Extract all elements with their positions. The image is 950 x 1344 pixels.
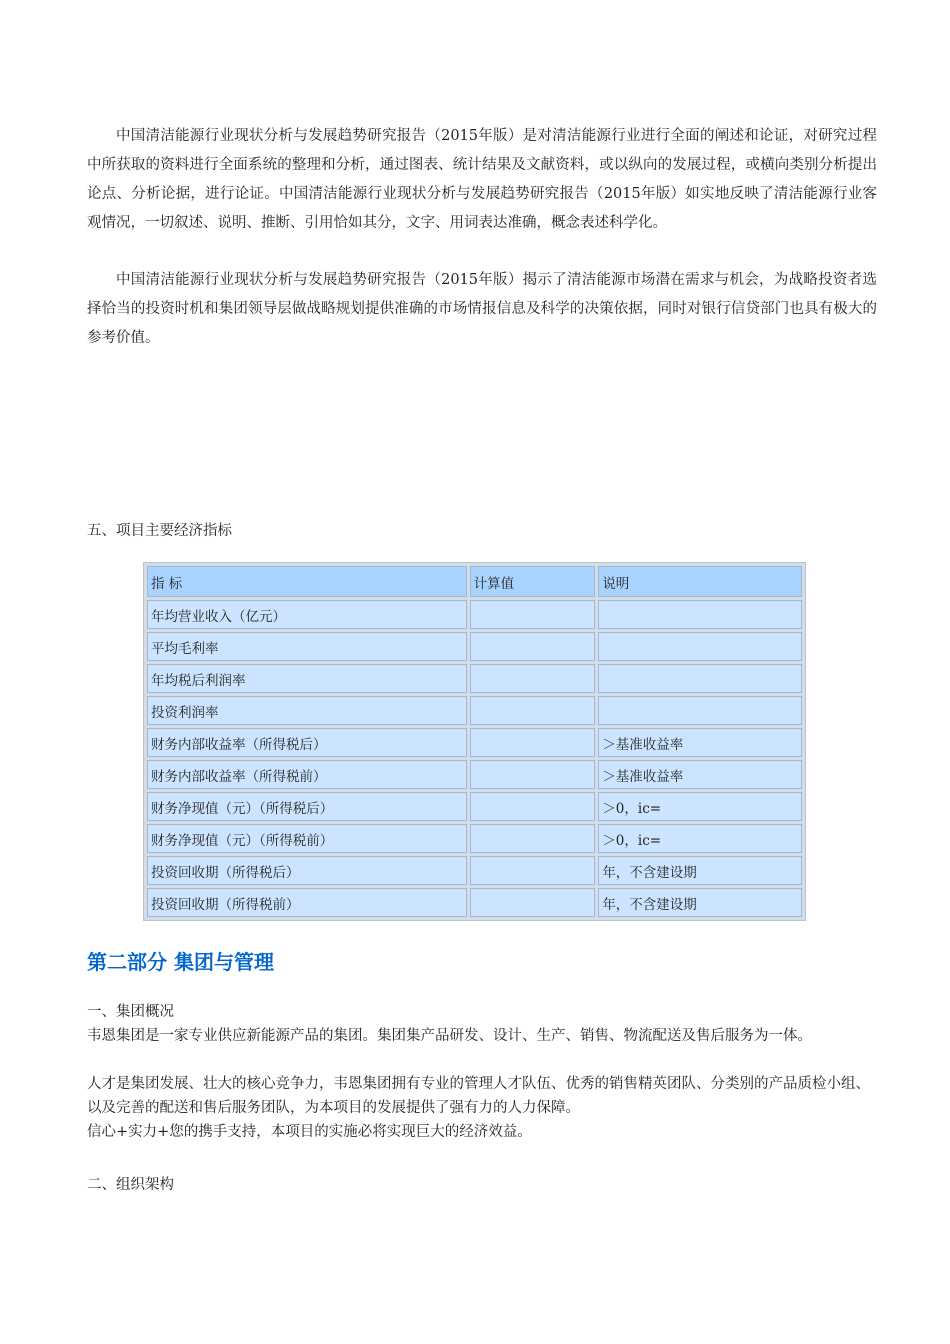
row-value	[470, 696, 596, 725]
table-row	[147, 792, 802, 821]
row-value	[470, 792, 596, 821]
row-indicator: 投资利润率	[147, 696, 467, 725]
group-overview-paragraph-3: 信心+实力+您的携手支持，本项目的实施必将实现巨大的经济效益。	[87, 1124, 532, 1140]
row-indicator: 财务净现值（元）（所得税后）	[147, 792, 467, 821]
economic-indicators-table	[143, 562, 806, 921]
row-value	[470, 728, 596, 757]
row-value	[470, 760, 596, 789]
table-row	[147, 600, 802, 629]
table-row	[147, 824, 802, 853]
table-row	[147, 728, 802, 757]
table-header-row	[147, 566, 802, 597]
row-value	[470, 856, 596, 885]
row-note	[598, 664, 802, 693]
group-overview-paragraph-2: 人才是集团发展、壮大的核心竞争力，韦恩集团拥有专业的管理人才队伍、优秀的销售精英团队、分类别的产品质检小组、以及完善的配送和售后服务团队，为本项目的发展提供了强有力的人力保障。	[87, 1076, 870, 1116]
row-note: 年，不含建设期	[598, 888, 802, 917]
intro-paragraph-2: 中国清洁能源行业现状分析与发展趋势研究报告（2015年版）揭示了清洁能源市场潜在需求与机会，为战略投资者选择恰当的投资时机和集团领导层做战略规划提供准确的市场情报信息及科学的决策依据，同时对银行信贷部门也具有极大的参考价值。	[87, 272, 877, 346]
row-note: ＞0，ic=	[598, 792, 802, 821]
row-indicator: 财务内部收益率（所得税前）	[147, 760, 467, 789]
row-note: ＞0，ic=	[598, 824, 802, 853]
row-value	[470, 824, 596, 853]
header-note: 说明	[598, 566, 802, 597]
group-overview-paragraph-1: 韦恩集团是一家专业供应新能源产品的集团。集团集产品研发、设计、生产、销售、物流配送及售后服务为一体。	[87, 1028, 812, 1044]
row-note	[598, 600, 802, 629]
row-value	[470, 664, 596, 693]
row-note	[598, 696, 802, 725]
economic-indicators-heading: 五、项目主要经济指标	[87, 523, 232, 539]
group-overview-heading: 一、集团概况	[87, 1004, 174, 1020]
org-structure-heading: 二、组织架构	[87, 1177, 174, 1193]
row-indicator: 财务净现值（元）（所得税前）	[147, 824, 467, 853]
row-value	[470, 632, 596, 661]
table-row	[147, 696, 802, 725]
part-two-title: 第二部分 集团与管理	[87, 950, 274, 974]
row-indicator: 财务内部收益率（所得税后）	[147, 728, 467, 757]
row-indicator: 投资回收期（所得税后）	[147, 856, 467, 885]
table-row	[147, 760, 802, 789]
row-value	[470, 600, 596, 629]
header-indicator: 指 标	[147, 566, 467, 597]
row-indicator: 年均营业收入（亿元）	[147, 600, 467, 629]
table-row	[147, 664, 802, 693]
row-indicator: 投资回收期（所得税前）	[147, 888, 467, 917]
row-indicator: 平均毛利率	[147, 632, 467, 661]
header-value: 计算值	[470, 566, 596, 597]
row-indicator: 年均税后利润率	[147, 664, 467, 693]
row-note: ＞基准收益率	[598, 728, 802, 757]
table-row	[147, 888, 802, 917]
row-note: ＞基准收益率	[598, 760, 802, 789]
intro-paragraph-1: 中国清洁能源行业现状分析与发展趋势研究报告（2015年版）是对清洁能源行业进行全面的阐述和论证，对研究过程中所获取的资料进行全面系统的整理和分析，通过图表、统计结果及文献资料，或以纵向的发展过程，或横向类别分析提出论点、分析论据，进行论证。中国清洁能源行业现状分析与发展趋势研究报告（2015年版）如实地反映了清洁能源行业客观情况，一切叙述、说明、推断、引用恰如其分，文字、用词表达准确，概念表述科学化。	[87, 128, 877, 231]
row-value	[470, 888, 596, 917]
table-row	[147, 632, 802, 661]
row-note	[598, 632, 802, 661]
table-row	[147, 856, 802, 885]
row-note: 年，不含建设期	[598, 856, 802, 885]
